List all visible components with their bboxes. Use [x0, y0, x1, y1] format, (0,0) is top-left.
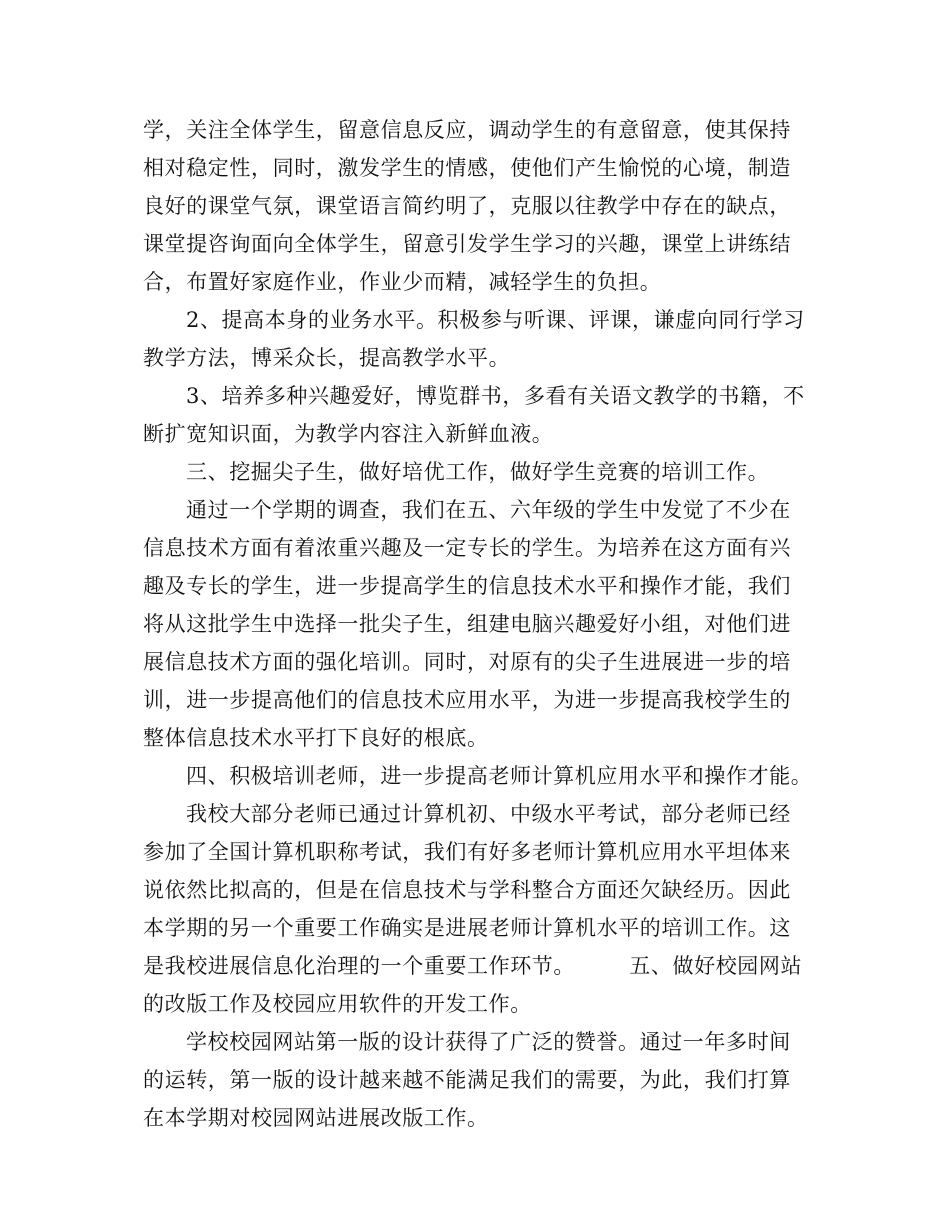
paragraph-2-start: 2、提高本身的业务水平。积极参与听课、评课，谦虚向同行学习 — [186, 308, 805, 332]
text-line: 的改版工作及校园应用软件的开发工作。 — [143, 992, 532, 1016]
text-line: 合，布置好家庭作业，作业少而精，减轻学生的负担。 — [143, 270, 662, 294]
text-line: 断扩宽知识面，为教学内容注入新鲜血液。 — [143, 422, 554, 446]
text-line: 相对稳定性，同时，激发学生的情感，使他们产生愉悦的心境，制造 — [143, 156, 791, 180]
text-line: 信息技术方面有着浓重兴趣及一定专长的学生。为培养在这方面有兴 — [143, 536, 791, 560]
text-line: 是我校进展信息化治理的一个重要工作环节。 五、做好校园网站 — [143, 954, 803, 978]
text-line: 说依然比拟高的，但是在信息技术与学科整合方面还欠缺经历。因此 — [143, 878, 791, 902]
text-line: 训，进一步提高他们的信息技术应用水平，为进一步提高我校学生的 — [143, 688, 791, 712]
paragraph-start: 通过一个学期的调查，我们在五、六年级的学生中发觉了不少在 — [186, 498, 791, 522]
text-line: 的运转，第一版的设计越来越不能满足我们的需要，为此，我们打算 — [143, 1068, 791, 1092]
text-line: 教学方法，博采众长，提高教学水平。 — [143, 346, 511, 370]
paragraph-3-start: 3、培养多种兴趣爱好，博览群书，多看有关语文教学的书籍，不 — [186, 384, 805, 408]
text-line: 课堂提咨询面向全体学生，留意引发学生学习的兴趣，课堂上讲练结 — [143, 232, 791, 256]
text-line: 学，关注全体学生，留意信息反应，调动学生的有意留意，使其保持 — [143, 118, 791, 142]
section-heading-4: 四、积极培训老师，进一步提高老师计算机应用水平和操作才能。 — [186, 764, 813, 788]
text-line: 在本学期对校园网站进展改版工作。 — [143, 1106, 489, 1130]
text-line: 展信息技术方面的强化培训。同时，对原有的尖子生进展进一步的培 — [143, 650, 791, 674]
text-line: 趣及专长的学生，进一步提高学生的信息技术水平和操作才能，我们 — [143, 574, 791, 598]
text-line: 整体信息技术水平打下良好的根底。 — [143, 726, 489, 750]
text-line: 本学期的另一个重要工作确实是进展老师计算机水平的培训工作。这 — [143, 916, 791, 940]
text-line: 参加了全国计算机职称考试，我们有好多老师计算机应用水平坦体来 — [143, 840, 791, 864]
section-heading-3: 三、挖掘尖子生，做好培优工作，做好学生竞赛的培训工作。 — [186, 460, 770, 484]
text-line: 良好的课堂气氛，课堂语言简约明了，克服以往教学中存在的缺点， — [143, 194, 791, 218]
paragraph-start: 学校校园网站第一版的设计获得了广泛的赞誉。通过一年多时间 — [186, 1030, 791, 1054]
paragraph-start: 我校大部分老师已通过计算机初、中级水平考试，部分老师已经 — [186, 802, 791, 826]
text-line: 将从这批学生中选择一批尖子生，组建电脑兴趣爱好小组，对他们进 — [143, 612, 791, 636]
